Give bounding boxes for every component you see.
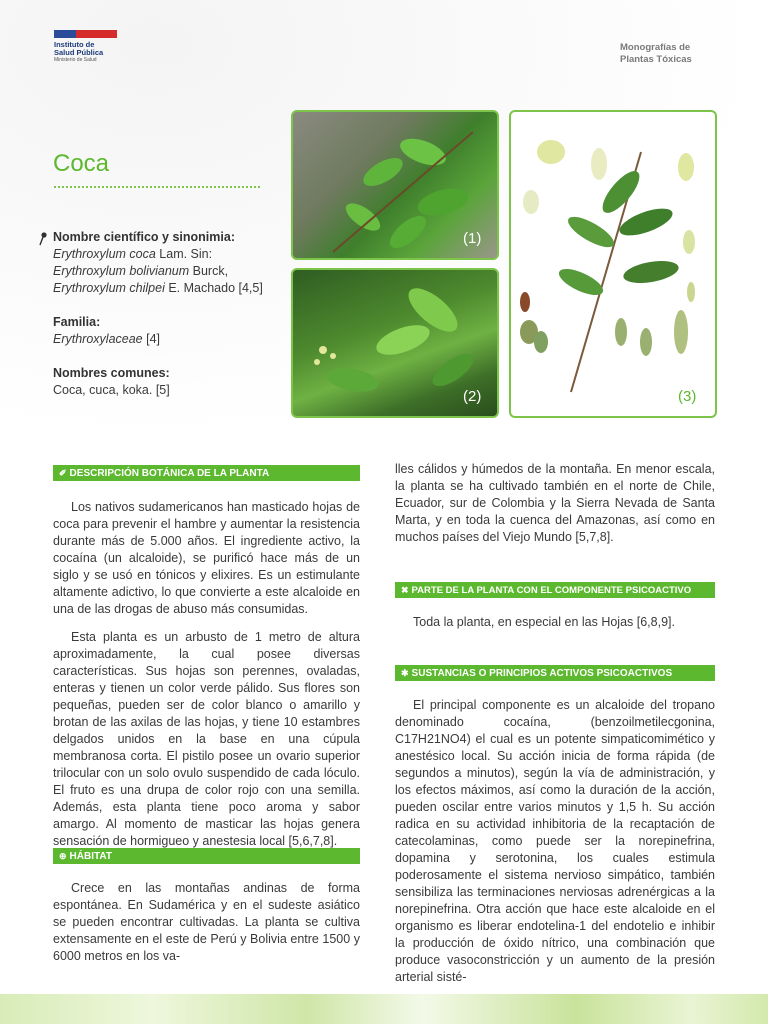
common-names-value: Coca, cuca, koka. [5] bbox=[53, 383, 170, 397]
globe-icon: ⊕ bbox=[59, 851, 67, 861]
family-label: Familia: bbox=[53, 315, 101, 329]
logo-line1: Instituto de bbox=[54, 40, 95, 49]
logo-line2: Salud Pública bbox=[54, 48, 104, 57]
sustancias-p1: El principal componente es un alcaloide del tropano denominado cocaína, (benzoilmetilecgonina, C17H21NO4) el cual es un potente simpaticomimético y anestésico local. Su acción inicia de forma rápida (de segundos a minutos), según la vía de administración, y los efectos máximos, así como la duración de la acción, pueden oscilar entre varios minutos y 1,5 h. Su acción radica en su actividad inhibitoria de la recaptación de catecolaminas, como puede ser la norepinefrina, dopamina y serotonina, los cuales estimula poderosamente el sistema nervioso simpático, también sensibiliza las terminaciones nerviosas adrenérgicas a la norepinefrina. Otra acción que hace este alcaloide en el organismo es liberar endotelina-1 del endotelio e inhibir la producción de óxido nítrico, una combinación que produce vasoconstricción y un aumento de la presión arterial sisté- bbox=[395, 698, 715, 984]
section-header-habitat-label: HÁBITAT bbox=[69, 851, 112, 862]
parte-text bbox=[395, 614, 715, 631]
sustancias-text bbox=[395, 697, 715, 986]
botanical-drawing bbox=[511, 112, 715, 416]
leaf-icon: ✐ bbox=[59, 468, 67, 478]
section-header-descripcion-label: DESCRIPCIÓN BOTÁNICA DE LA PLANTA bbox=[69, 468, 270, 479]
common-names-label: Nombres comunes: bbox=[53, 366, 170, 380]
scientific-name-3: Erythroxylum chilpei E. Machado [4,5] bbox=[53, 281, 263, 295]
habitat-p1-continued: lles cálidos y húmedos de la montaña. En menor escala, la planta se ha cultivado también en el norte de Chile, Ecuador, sur de Colombia y la Sierra Nevada de Santa Marta, y en toda la cuenca del Amazonas, así como en muchos países del Viejo Mundo [5,7,8]. bbox=[395, 462, 715, 544]
page-title: Coca bbox=[53, 150, 110, 177]
monograph-label bbox=[620, 42, 720, 66]
scientific-name-1: Erythroxylum coca Lam. Sin: bbox=[53, 247, 213, 261]
logo-line3: Ministerio de Salud bbox=[54, 57, 97, 63]
section-header-habitat bbox=[53, 848, 360, 864]
section-header-sustancias bbox=[395, 665, 715, 681]
background-foliage-bottom bbox=[0, 994, 768, 1024]
photo-plant-flowers bbox=[291, 268, 499, 418]
habitat-text-continued bbox=[395, 461, 715, 546]
photo-number-1: (1) bbox=[463, 230, 482, 247]
plant-info bbox=[53, 229, 278, 399]
cross-icon: ✖ bbox=[401, 585, 409, 595]
habitat-text bbox=[53, 880, 360, 965]
family-value: Erythroxylaceae [4] bbox=[53, 332, 160, 346]
parte-p1: Toda la planta, en especial en las Hojas [6,8,9]. bbox=[413, 615, 675, 629]
monograph-line2: Plantas Tóxicas bbox=[620, 54, 692, 65]
botanical-illustration bbox=[509, 110, 717, 418]
photo-number-3: (3) bbox=[678, 388, 697, 405]
photo-number-2: (2) bbox=[463, 388, 482, 405]
section-header-descripcion bbox=[53, 465, 360, 481]
section-header-parte-label: PARTE DE LA PLANTA CON EL COMPONENTE PSICOACTIVO bbox=[411, 585, 692, 596]
scientific-name-2: Erythroxylum bolivianum Burck, bbox=[53, 264, 229, 278]
habitat-p1: Crece en las montañas andinas de forma espontánea. En Sudamérica y en el sudeste asiático se pueden encontrar cultivadas. La planta se cultiva extensamente en el este de Perú y Bolivia entre 1500 y 6000 metros en los va- bbox=[53, 881, 360, 963]
descripcion-p2: Esta planta es un arbusto de 1 metro de altura aproximadamente, la cual posee diversas características. Sus hojas son perennes, ovaladas, enteras y tienen un color verde pálido. Sus flores son pequeñas, pueden ser de color blanco o amarillo y brotan de las axilas de las hojas, y tiene 10 estambres delgados unidos en la base en una cúpula membranosa corta. El pistilo posee un ovario superior trilocular con un solo ovulo suspendido de cada lóculo. El fruto es una drupa de color rojo con una semilla. Además, esta planta tiene poco aroma y sabor amargo. Al momento de masticar las hojas genera sensación de hormigueo y anestesia local [5,6,7,8]. bbox=[53, 630, 360, 848]
pin-icon bbox=[38, 232, 48, 246]
section-header-sustancias-label: SUSTANCIAS O PRINCIPIOS ACTIVOS PSICOACTIVOS bbox=[411, 668, 673, 679]
flag-bar bbox=[54, 30, 117, 38]
descripcion-text bbox=[53, 499, 360, 850]
descripcion-p1: Los nativos sudamericanos han masticado hojas de coca para prevenir el hambre y aumentar la resistencia durante más de 5.000 años. El ingrediente activo, la cocaína (un alcaloide), se purificó hace más de un siglo y se usó en tónicos y elixires. Es un estimulante altamente adictivo, lo que convierte a este alcaloide en una de las drogas de abuso más consumidas. bbox=[53, 500, 360, 616]
monograph-line1: Monografías de bbox=[620, 42, 691, 53]
section-header-parte bbox=[395, 582, 715, 598]
isp-logo bbox=[54, 30, 117, 76]
molecule-icon: ✱ bbox=[401, 668, 409, 678]
scientific-name-label: Nombre científico y sinonimia: bbox=[53, 230, 235, 244]
photo-plant-branch bbox=[291, 110, 499, 260]
title-divider bbox=[54, 186, 260, 188]
